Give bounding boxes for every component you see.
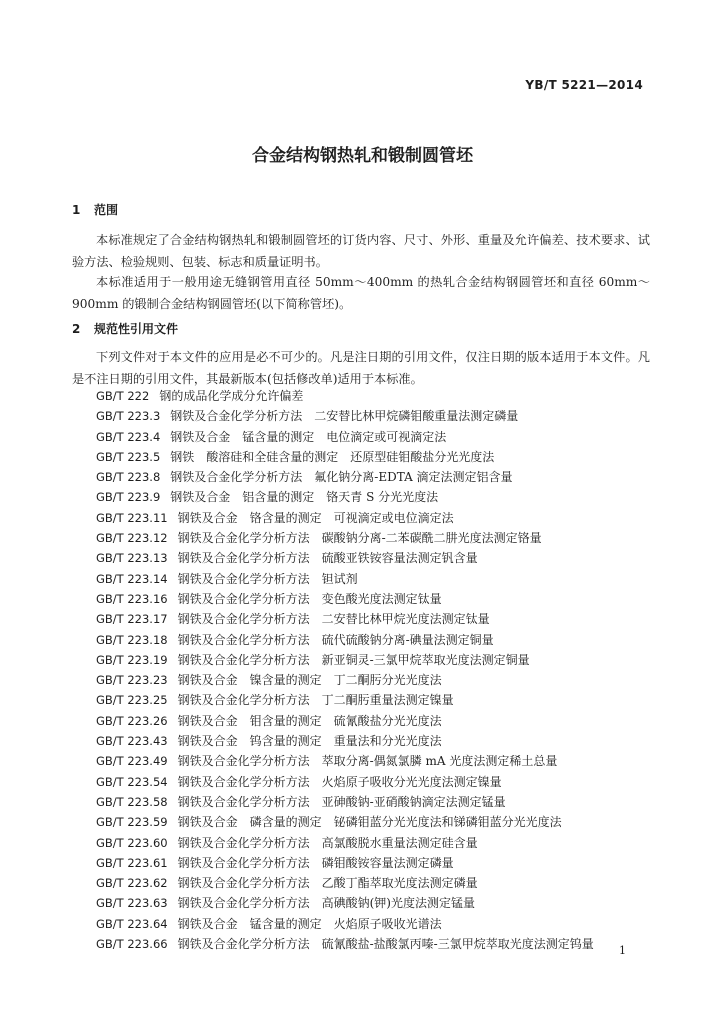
reference-title: 钢铁及合金化学分析方法 乙酸丁酯萃取光度法测定磷量 — [177, 876, 478, 891]
reference-item — [96, 711, 594, 731]
reference-title: 钢铁及合金 镍含量的测定 丁二酮肟分光光度法 — [177, 673, 442, 688]
reference-title: 钢铁及合金化学分析方法 碳酸钠分离-二苯碳酰二肼光度法测定铬量 — [177, 531, 542, 546]
reference-item — [96, 893, 594, 913]
reference-item — [96, 508, 594, 528]
reference-title: 钢铁及合金化学分析方法 硫氰酸盐-盐酸氯丙嗪-三氯甲烷萃取光度法测定钨量 — [177, 937, 594, 952]
reference-item — [96, 589, 594, 609]
reference-title: 钢铁及合金化学分析方法 硫代硫酸钠分离-碘量法测定铜量 — [177, 632, 494, 647]
reference-title: 钢铁及合金 磷含量的测定 铋磷钼蓝分光光度法和锑磷钼蓝分光光度法 — [177, 815, 562, 830]
reference-item — [96, 914, 594, 934]
reference-title: 钢的成品化学成分允许偏差 — [159, 389, 304, 403]
reference-title: 钢铁及合金 钨含量的测定 重量法和分光光度法 — [177, 734, 442, 749]
reference-title: 钢铁及合金化学分析方法 丁二酮肟重量法测定镍量 — [177, 693, 454, 708]
reference-title: 钢铁及合金化学分析方法 变色酸光度法测定钛量 — [177, 591, 442, 606]
reference-title: 钢铁及合金化学分析方法 萃取分离-偶氮氯膦 mA 光度法测定稀土总量 — [177, 754, 558, 769]
reference-title: 钢铁及合金化学分析方法 硫酸亚铁铵容量法测定钒含量 — [177, 551, 478, 566]
section-heading-scope — [72, 201, 118, 218]
reference-code: GB/T 223.14 — [96, 571, 168, 586]
reference-title: 钢铁及合金化学分析方法 磷钼酸铵容量法测定磷量 — [177, 855, 454, 870]
reference-item — [96, 853, 594, 873]
reference-title: 钢铁及合金 钼含量的测定 硫氰酸盐分光光度法 — [177, 713, 442, 728]
reference-code: GB/T 223.58 — [96, 794, 168, 809]
document-title: 合金结构钢热轧和锻制圆管坯 — [252, 146, 473, 166]
reference-title: 钢铁及合金化学分析方法 高氯酸脱水重量法测定硅含量 — [177, 835, 478, 850]
reference-code: GB/T 223.5 — [96, 449, 161, 464]
reference-code: GB/T 223.43 — [96, 734, 168, 749]
section-heading-normative-references — [72, 320, 178, 337]
reference-code: GB/T 223.13 — [96, 551, 168, 566]
section-number: 2 — [72, 322, 81, 336]
reference-item — [96, 386, 594, 406]
reference-code: GB/T 223.9 — [96, 490, 161, 505]
page-number: 1 — [619, 944, 626, 957]
reference-code: GB/T 223.61 — [96, 855, 168, 870]
reference-title: 钢铁及合金化学分析方法 新亚铜灵-三氯甲烷萃取光度法测定铜量 — [177, 652, 530, 667]
reference-title: 钢铁及合金化学分析方法 亚砷酸钠-亚硝酸钠滴定法测定锰量 — [177, 794, 506, 809]
reference-item — [96, 548, 594, 568]
reference-code: GB/T 223.8 — [96, 470, 161, 485]
reference-item — [96, 467, 594, 487]
reference-title: 钢铁及合金化学分析方法 二安替比林甲烷光度法测定钛量 — [177, 612, 490, 627]
reference-item — [96, 792, 594, 812]
reference-item — [96, 528, 594, 548]
reference-title: 钢铁及合金化学分析方法 氟化钠分离-EDTA 滴定法测定铝含量 — [170, 470, 513, 485]
reference-code: GB/T 223.60 — [96, 835, 168, 850]
reference-item — [96, 690, 594, 710]
reference-title: 钢铁及合金 铝含量的测定 铬天青 S 分光光度法 — [170, 490, 439, 505]
reference-title: 钢铁 酸溶硅和全硅含量的测定 还原型硅钼酸盐分光光度法 — [170, 449, 495, 464]
section-title: 范围 — [94, 203, 119, 217]
reference-item — [96, 630, 594, 650]
reference-code: GB/T 223.16 — [96, 591, 168, 606]
reference-code: GB/T 223.17 — [96, 612, 168, 627]
reference-title: 钢铁及合金化学分析方法 二安替比林甲烷磷钼酸重量法测定磷量 — [170, 409, 519, 424]
reference-code: GB/T 223.62 — [96, 876, 168, 891]
reference-item — [96, 812, 594, 832]
scope-paragraph-1: 本标准规定了合金结构钢热轧和锻制圆管坯的订货内容、尺寸、外形、重量及允许偏差、技术要求、试验方法、检验规则、包装、标志和质量证明书。 — [72, 233, 650, 269]
reference-item — [96, 569, 594, 589]
reference-title: 钢铁及合金化学分析方法 高碘酸钠(钾)光度法测定锰量 — [177, 896, 475, 911]
reference-code: GB/T 223.64 — [96, 916, 168, 931]
reference-code: GB/T 223.54 — [96, 774, 168, 789]
reference-code: GB/T 223.12 — [96, 531, 168, 546]
reference-code: GB/T 223.25 — [96, 693, 168, 708]
reference-code: GB/T 223.26 — [96, 713, 168, 728]
section-title: 规范性引用文件 — [94, 322, 179, 336]
reference-item — [96, 934, 594, 954]
standard-number: YB/T 5221—2014 — [525, 78, 643, 92]
reference-code: GB/T 223.63 — [96, 896, 168, 911]
reference-item — [96, 751, 594, 771]
references-intro-paragraph: 下列文件对于本文件的应用是必不可少的。凡是注日期的引用文件，仅注日期的版本适用于本文件。凡是不注日期的引用文件，其最新版本(包括修改单)适用于本标准。 — [72, 350, 650, 386]
reference-title: 钢铁及合金化学分析方法 火焰原子吸收分光光度法测定镍量 — [177, 774, 502, 789]
scope-paragraph-2: 本标准适用于一般用途无缝钢管用直径 50mm～400mm 的热轧合金结构钢圆管坯和直径 60mm～900mm 的锻制合金结构钢圆管坯(以下简称管坯)。 — [72, 275, 650, 311]
section-number: 1 — [72, 203, 81, 217]
reference-title: 钢铁及合金 锰含量的测定 火焰原子吸收光谱法 — [177, 916, 442, 931]
reference-code: GB/T 223.4 — [96, 429, 161, 444]
reference-item — [96, 427, 594, 447]
reference-item — [96, 873, 594, 893]
reference-code: GB/T 223.49 — [96, 754, 168, 769]
reference-list — [96, 386, 594, 954]
reference-code: GB/T 223.59 — [96, 815, 168, 830]
reference-item — [96, 447, 594, 467]
reference-code: GB/T 223.19 — [96, 652, 168, 667]
reference-code: GB/T 223.18 — [96, 632, 168, 647]
reference-item — [96, 406, 594, 426]
reference-item — [96, 772, 594, 792]
reference-code: GB/T 223.11 — [96, 510, 168, 525]
reference-item — [96, 487, 594, 507]
reference-code: GB/T 222 — [96, 389, 150, 403]
reference-title: 钢铁及合金化学分析方法 钽试剂 — [177, 571, 358, 586]
reference-code: GB/T 223.3 — [96, 409, 161, 424]
reference-item — [96, 650, 594, 670]
reference-code: GB/T 223.23 — [96, 673, 168, 688]
reference-code: GB/T 223.66 — [96, 937, 168, 952]
reference-title: 钢铁及合金 铬含量的测定 可视滴定或电位滴定法 — [177, 510, 454, 525]
reference-item — [96, 833, 594, 853]
reference-item — [96, 609, 594, 629]
reference-item — [96, 670, 594, 690]
reference-title: 钢铁及合金 锰含量的测定 电位滴定或可视滴定法 — [170, 429, 447, 444]
reference-item — [96, 731, 594, 751]
